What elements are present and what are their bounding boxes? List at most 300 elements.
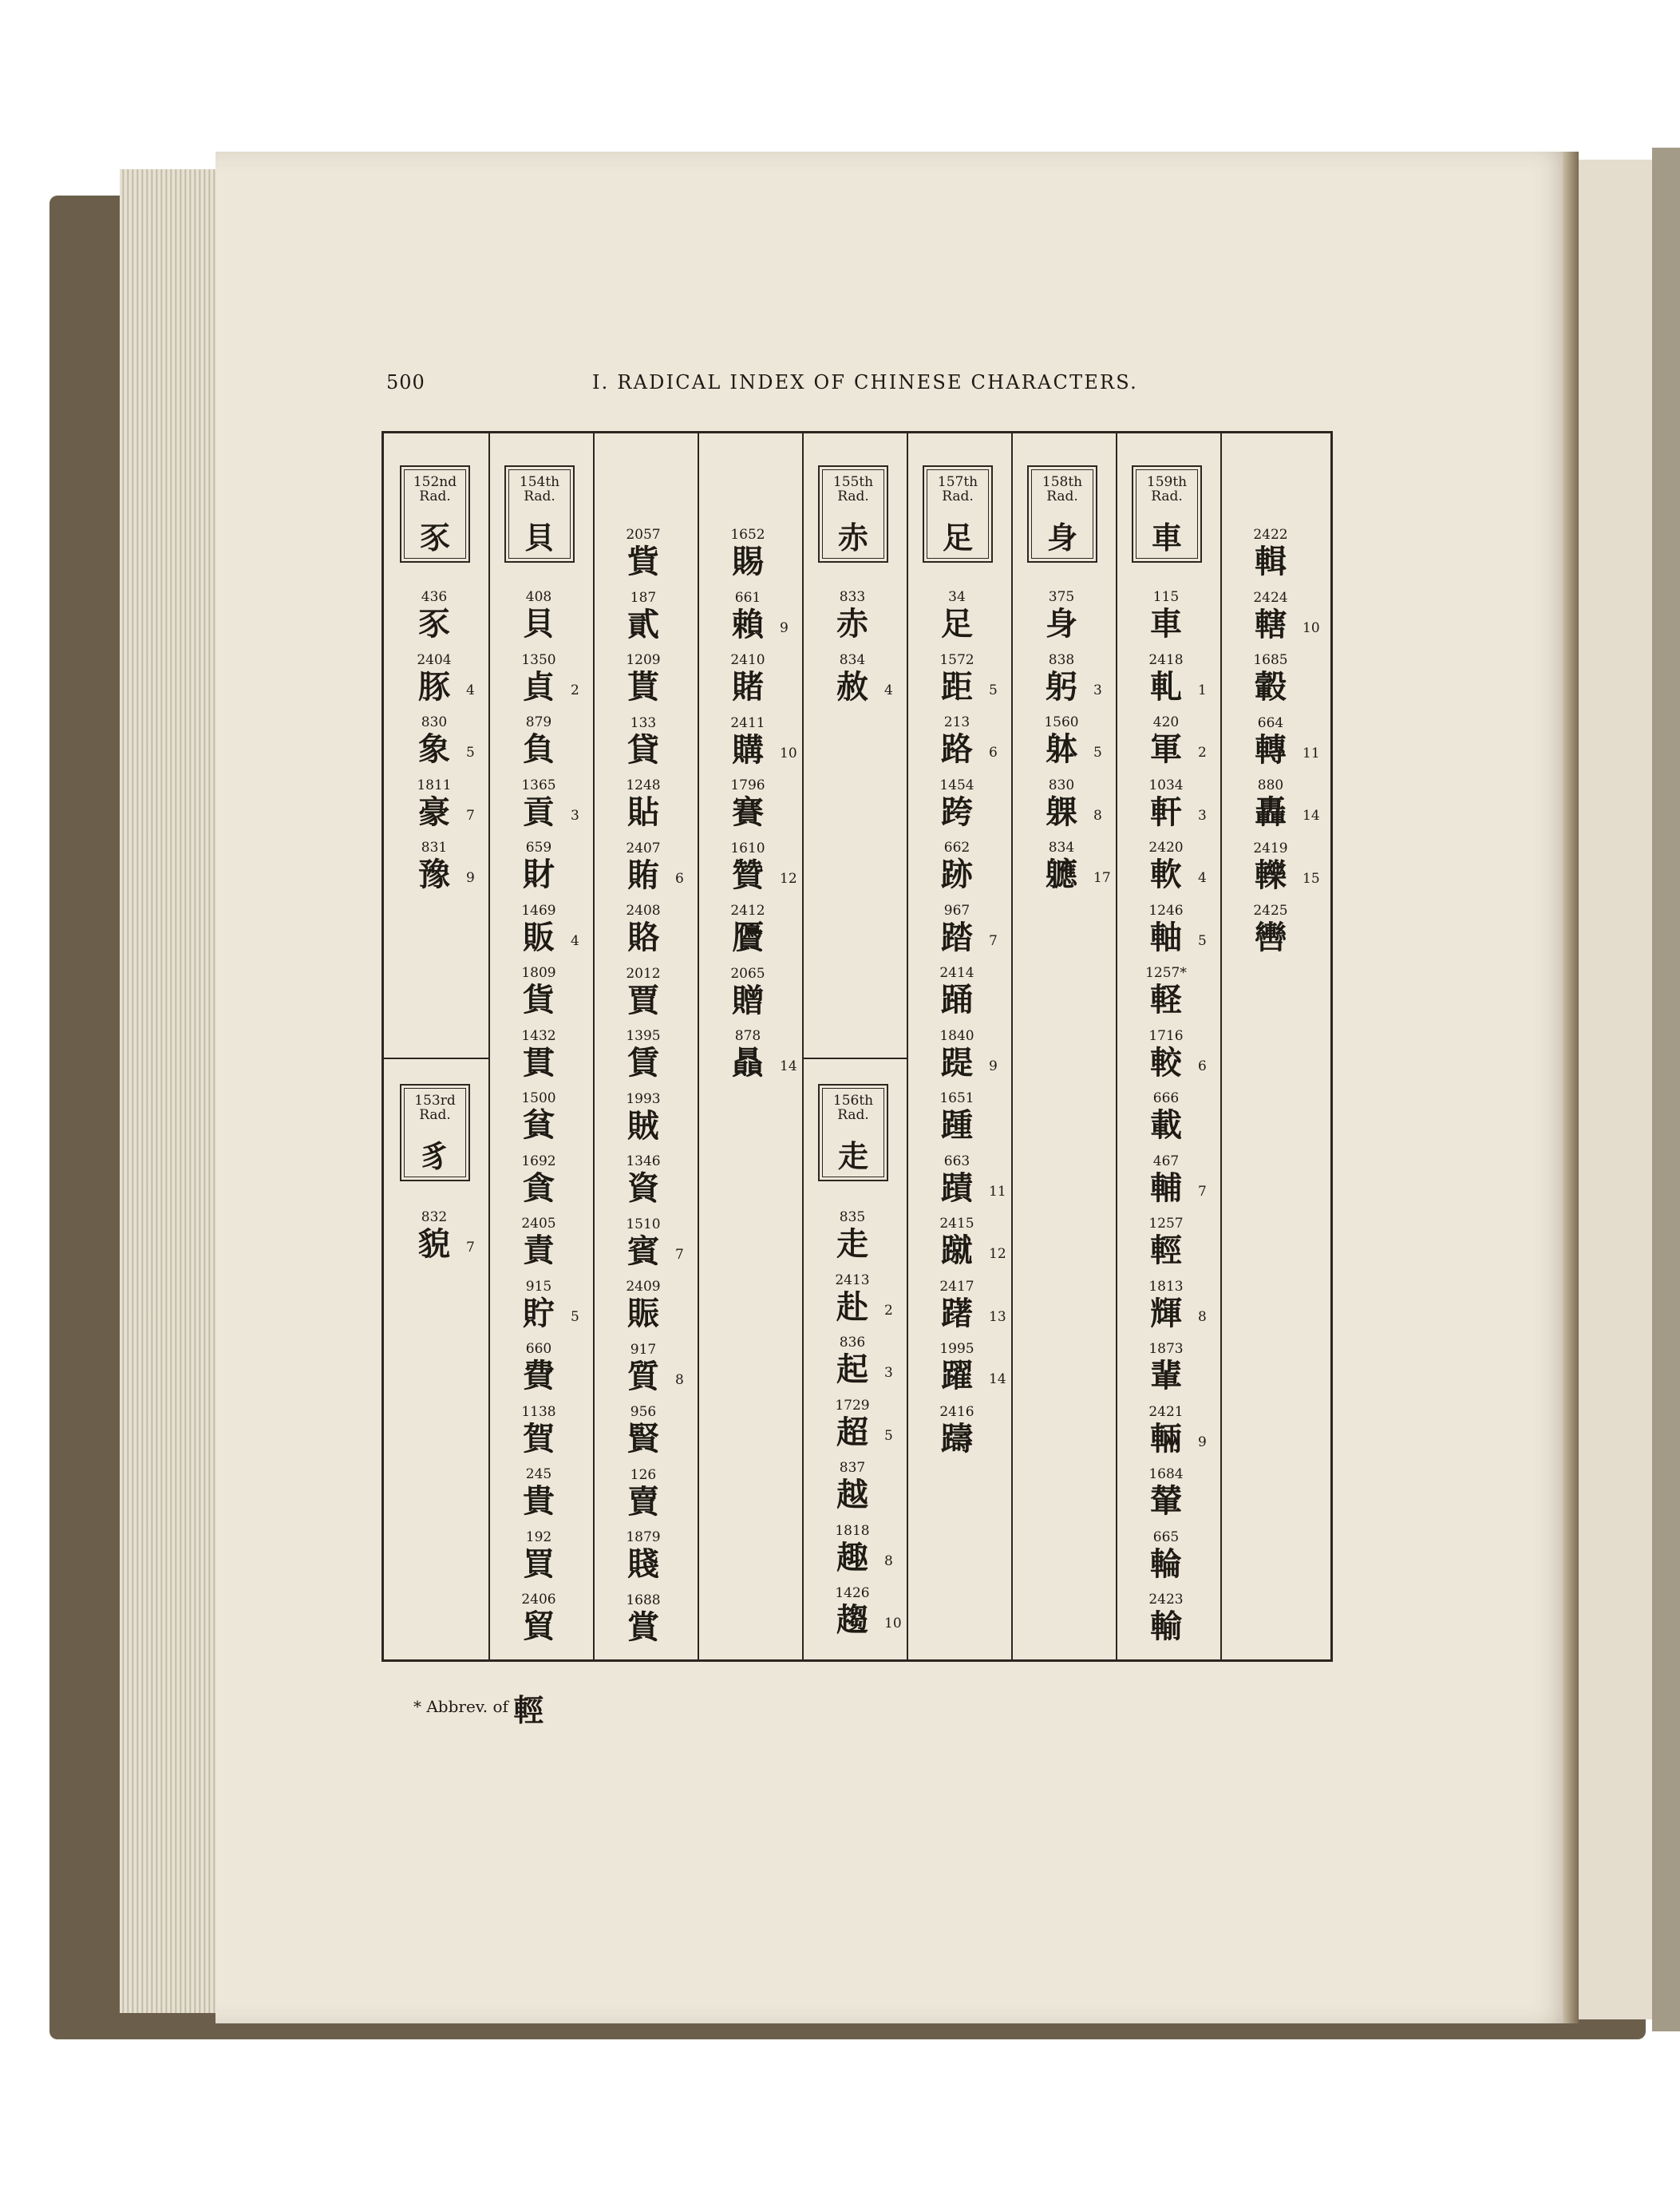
- entry-number: 1840: [939, 1027, 974, 1044]
- index-entry: [607, 1279, 711, 1341]
- index-entry: [607, 1467, 711, 1529]
- entry-character: 跨: [941, 793, 973, 831]
- entry-number: 2415: [939, 1216, 974, 1232]
- entry-number: 1809: [521, 965, 556, 981]
- entry-stroke-count: 7: [466, 1240, 475, 1256]
- radical-ordinal: 158th: [1042, 474, 1083, 490]
- entry-character: 踊: [941, 981, 973, 1018]
- entry-stroke-count: 3: [884, 1365, 893, 1381]
- radical-ordinal: 156th: [832, 1093, 874, 1109]
- radical-character: 豸: [419, 1138, 450, 1174]
- entry-character: 軒: [1150, 793, 1182, 831]
- index-entry: [921, 1090, 1025, 1153]
- index-entry: [921, 777, 1025, 840]
- index-entry: [607, 777, 711, 840]
- radical-ordinal: 152nd: [413, 474, 457, 490]
- entry-character: 賢: [627, 1420, 659, 1457]
- entry-number: 664: [1257, 714, 1284, 731]
- entry-character: 貲: [627, 543, 659, 580]
- entry-number: 836: [839, 1335, 866, 1351]
- entry-character: 賊: [627, 1106, 659, 1145]
- index-entry: [503, 777, 607, 840]
- entry-character: 販: [523, 918, 555, 956]
- entry-character: 贈: [732, 981, 764, 1019]
- index-entry: [503, 1466, 607, 1529]
- entry-number: 1572: [939, 651, 974, 668]
- index-entry: [712, 777, 816, 840]
- index-entry: [607, 1529, 711, 1592]
- entry-number: 2407: [626, 840, 661, 856]
- entry-number: 2409: [626, 1279, 661, 1295]
- entry-character: 躰: [1046, 730, 1077, 768]
- entry-character: 賣: [627, 1482, 659, 1521]
- section-divider: [384, 1058, 488, 1059]
- entry-number: 956: [630, 1404, 657, 1420]
- entry-character: 貳: [627, 605, 659, 643]
- entry-number: 2416: [939, 1403, 974, 1420]
- entry-number: 879: [525, 714, 552, 730]
- index-entry: [1130, 1028, 1234, 1090]
- entry-number: 467: [1152, 1153, 1180, 1169]
- entry-character: 身: [1046, 605, 1077, 643]
- radical-abbrev: Rad.: [1046, 488, 1078, 504]
- entry-number: 831: [421, 840, 448, 856]
- entry-number: 133: [630, 714, 657, 731]
- index-entry: [398, 840, 502, 902]
- entry-number: 1651: [939, 1090, 974, 1106]
- radical-header-154: [504, 465, 575, 563]
- entry-character: 車: [1150, 605, 1182, 643]
- index-entry: [921, 714, 1025, 777]
- radical-label: [820, 475, 887, 504]
- entry-stroke-count: 5: [1093, 745, 1102, 761]
- index-entry: [1130, 903, 1234, 965]
- radical-header-156: [818, 1084, 888, 1181]
- entry-number: 835: [839, 1209, 866, 1225]
- index-entry: [921, 965, 1025, 1027]
- entry-character: 躇: [941, 1294, 973, 1332]
- entry-character: 輛: [1150, 1419, 1182, 1457]
- index-entry: [1130, 1466, 1234, 1529]
- radical-header-155: [818, 465, 888, 563]
- entry-number: 1684: [1148, 1466, 1184, 1482]
- entry-number: 1395: [626, 1028, 661, 1044]
- entry-character: 路: [941, 730, 973, 768]
- entry-number: 1034: [1148, 777, 1184, 793]
- entry-character: 賴: [732, 605, 764, 643]
- footnote: [413, 1686, 544, 1730]
- entry-number: 436: [421, 589, 448, 605]
- radical-label: [506, 475, 573, 504]
- index-entry: [1026, 714, 1129, 777]
- entry-character: 賂: [627, 919, 659, 956]
- entry-character: 貨: [523, 981, 555, 1018]
- entry-character: 輦: [1150, 1482, 1182, 1520]
- entry-character: 賤: [627, 1545, 659, 1583]
- index-entry: [607, 840, 711, 903]
- entry-number: 375: [1048, 589, 1075, 605]
- radical-character: 赤: [837, 520, 868, 556]
- entry-character: 轟: [1255, 793, 1287, 831]
- entry-stroke-count: 3: [1198, 807, 1207, 824]
- entry-number: 1246: [1148, 902, 1184, 919]
- entry-stroke-count: 7: [675, 1246, 684, 1263]
- entry-number: 1729: [835, 1397, 870, 1414]
- index-entry: [1130, 840, 1234, 902]
- entry-character: 蹴: [941, 1232, 973, 1269]
- entry-stroke-count: 9: [1198, 1434, 1207, 1450]
- entry-stroke-count: 9: [466, 870, 475, 886]
- radical-label: [820, 1094, 887, 1122]
- entry-number: 1813: [1148, 1278, 1184, 1295]
- index-entry: [921, 589, 1025, 651]
- entry-character: 軽: [1150, 981, 1182, 1018]
- entry-stroke-count: 5: [989, 682, 998, 698]
- entry-stroke-count: 10: [1302, 619, 1320, 636]
- index-entry: [503, 1529, 607, 1592]
- index-entry: [607, 715, 711, 777]
- index-entry: [607, 1342, 711, 1404]
- index-entry: [712, 590, 816, 652]
- entry-stroke-count: 14: [1302, 808, 1320, 824]
- entry-number: 663: [943, 1153, 970, 1169]
- index-entry: [1235, 527, 1338, 589]
- radical-ordinal: 153rd: [414, 1093, 456, 1109]
- entry-number: 662: [943, 840, 970, 856]
- index-entry: [607, 966, 711, 1028]
- index-entry: [712, 903, 816, 965]
- entry-number: 1248: [626, 777, 661, 793]
- entry-character: 踵: [941, 1106, 973, 1144]
- entry-number: 1510: [626, 1216, 661, 1232]
- entry-character: 輩: [1150, 1357, 1182, 1394]
- entry-stroke-count: 17: [1093, 870, 1111, 886]
- entry-character: 貿: [523, 1608, 555, 1645]
- radical-character: 豕: [419, 520, 450, 556]
- entry-character: 貝: [523, 605, 555, 643]
- entry-character: 贊: [732, 856, 764, 894]
- entry-number: 1365: [521, 777, 556, 793]
- index-entry: [503, 714, 607, 777]
- radical-label: [1029, 475, 1096, 504]
- entry-character: 豫: [418, 856, 450, 893]
- entry-stroke-count: 2: [884, 1302, 893, 1319]
- index-entry: [816, 1585, 920, 1647]
- index-entry: [1026, 652, 1129, 714]
- index-entry: [921, 840, 1025, 902]
- entry-number: 1685: [1253, 652, 1288, 668]
- entry-number: 2411: [730, 714, 765, 731]
- entry-stroke-count: 3: [571, 807, 579, 824]
- index-entry: [398, 1209, 502, 1272]
- entry-character: 貞: [523, 667, 555, 706]
- index-entry: [503, 1341, 607, 1403]
- radical-character: 車: [1151, 520, 1182, 556]
- index-entry: [1130, 777, 1234, 840]
- entry-number: 115: [1152, 589, 1180, 605]
- entry-character: 趨: [836, 1601, 868, 1639]
- facing-page-edge: [1579, 160, 1658, 2019]
- index-entry: [1235, 777, 1338, 840]
- entry-stroke-count: 15: [1302, 870, 1320, 887]
- entry-number: 1560: [1044, 714, 1079, 730]
- entry-character: 貼: [627, 793, 659, 831]
- entry-number: 2408: [626, 903, 661, 919]
- entry-character: 財: [523, 856, 555, 893]
- entry-stroke-count: 10: [884, 1616, 902, 1631]
- entry-number: 832: [421, 1209, 448, 1225]
- entry-number: 1818: [835, 1522, 870, 1539]
- entry-stroke-count: 14: [780, 1058, 797, 1074]
- entry-character: 赤: [836, 605, 868, 643]
- index-entry: [816, 589, 920, 651]
- page-edges: [120, 169, 227, 2013]
- entry-number: 659: [525, 840, 552, 856]
- index-entry: [503, 652, 607, 714]
- entry-number: 2065: [730, 965, 765, 982]
- index-entry: [1026, 777, 1129, 840]
- radical-ordinal: 154th: [519, 474, 560, 490]
- radical-character: 身: [1046, 520, 1077, 556]
- index-entry: [1130, 1153, 1234, 1216]
- entry-character: 超: [836, 1413, 868, 1451]
- entry-character: 貴: [523, 1482, 555, 1520]
- entry-number: 660: [525, 1341, 552, 1357]
- entry-stroke-count: 11: [1302, 745, 1320, 761]
- radical-header-158: [1027, 465, 1097, 563]
- entry-number: 661: [734, 589, 761, 606]
- entry-character: 轡: [1255, 919, 1287, 956]
- radical-label: [924, 475, 991, 504]
- index-entry: [503, 965, 607, 1027]
- entry-number: 878: [734, 1028, 761, 1044]
- index-entry: [1130, 652, 1234, 714]
- entry-character: 踏: [941, 918, 973, 956]
- entry-number: 2406: [521, 1592, 556, 1608]
- index-entry: [607, 1028, 711, 1090]
- entry-number: 1610: [730, 840, 765, 856]
- entry-number: 2414: [939, 965, 974, 981]
- entry-character: 賓: [627, 1232, 659, 1270]
- entry-character: 軸: [1150, 918, 1182, 956]
- index-entry: [1235, 903, 1338, 965]
- index-entry: [503, 840, 607, 902]
- index-entry: [921, 1153, 1025, 1216]
- entry-number: 2417: [939, 1278, 974, 1295]
- entry-character: 距: [941, 667, 973, 706]
- radical-abbrev: Rad.: [524, 488, 555, 504]
- index-entry: [1130, 1090, 1234, 1153]
- entry-character: 輝: [1150, 1294, 1182, 1332]
- entry-character: 貸: [627, 730, 659, 769]
- entry-character: 轢: [1255, 856, 1287, 894]
- entry-stroke-count: 2: [571, 682, 579, 698]
- radical-character: 足: [942, 520, 973, 556]
- entry-number: 967: [943, 902, 970, 919]
- index-entry: [503, 1153, 607, 1216]
- radical-ordinal: 157th: [937, 474, 978, 490]
- entry-stroke-count: 3: [1093, 682, 1102, 698]
- entry-character: 貧: [523, 1106, 555, 1144]
- index-entry: [503, 589, 607, 651]
- entry-character: 贗: [732, 919, 764, 956]
- entry-character: 轂: [1255, 668, 1287, 706]
- entry-number: 2420: [1148, 840, 1184, 856]
- index-entry: [816, 1523, 920, 1585]
- index-entry: [921, 652, 1025, 714]
- entry-number: 2405: [521, 1216, 556, 1232]
- entry-number: 2422: [1253, 527, 1288, 543]
- index-entry: [1130, 589, 1234, 651]
- index-entry: [607, 652, 711, 714]
- index-entry: [607, 1404, 711, 1466]
- radical-header-153: [400, 1084, 470, 1181]
- index-entry: [607, 1216, 711, 1279]
- entry-number: 126: [630, 1466, 657, 1483]
- entry-number: 1454: [939, 777, 974, 793]
- radical-header-159: [1132, 465, 1202, 563]
- index-entry: [398, 777, 502, 840]
- index-entry: [816, 652, 920, 714]
- index-entry: [503, 1216, 607, 1278]
- entry-number: 915: [525, 1278, 552, 1295]
- index-entry: [712, 652, 816, 714]
- entry-character: 負: [523, 730, 555, 768]
- entry-stroke-count: 11: [989, 1183, 1006, 1200]
- entry-number: 1811: [417, 777, 452, 793]
- index-entry: [921, 1404, 1025, 1466]
- index-entry: [503, 1404, 607, 1466]
- entry-number: 1426: [835, 1585, 870, 1601]
- entry-number: 2421: [1148, 1403, 1184, 1420]
- entry-number: 2413: [835, 1272, 870, 1288]
- entry-character: 轄: [1255, 605, 1287, 643]
- index-entry: [503, 1090, 607, 1153]
- entry-number: 192: [525, 1529, 552, 1545]
- entry-character: 輕: [1150, 1232, 1182, 1269]
- running-title: I. RADICAL INDEX OF CHINESE CHARACTERS.: [592, 371, 1138, 394]
- entry-number: 1257: [1148, 1216, 1184, 1232]
- entry-stroke-count: 10: [780, 745, 797, 761]
- entry-character: 跡: [941, 856, 973, 893]
- radical-label: [401, 1094, 468, 1122]
- index-entry: [1026, 589, 1129, 651]
- entry-stroke-count: 4: [1198, 870, 1207, 886]
- entry-number: 1432: [521, 1027, 556, 1044]
- entry-number: 1469: [521, 902, 556, 919]
- entry-character: 躊: [941, 1419, 973, 1457]
- entry-number: 834: [1048, 840, 1075, 856]
- entry-character: 資: [627, 1169, 659, 1207]
- entry-number: 187: [630, 589, 657, 606]
- entry-number: 1692: [521, 1153, 556, 1169]
- entry-stroke-count: 8: [675, 1371, 684, 1388]
- entry-number: 2419: [1253, 840, 1288, 856]
- radical-label: [1133, 475, 1200, 504]
- entry-stroke-count: 12: [989, 1246, 1006, 1262]
- entry-number: 1346: [626, 1153, 661, 1169]
- entry-character: 躬: [1046, 667, 1077, 706]
- entry-character: 軍: [1150, 730, 1182, 768]
- entry-character: 轉: [1255, 730, 1287, 769]
- entry-number: 1350: [521, 651, 556, 668]
- entry-number: 838: [1048, 651, 1075, 668]
- entry-number: 1138: [521, 1403, 556, 1420]
- entry-character: 賽: [732, 793, 764, 831]
- entry-stroke-count: 8: [1093, 807, 1102, 824]
- entry-character: 躍: [941, 1357, 973, 1394]
- entry-character: 足: [941, 605, 973, 643]
- entry-character: 賜: [732, 543, 764, 580]
- index-entry: [503, 1028, 607, 1090]
- index-entry: [1235, 840, 1338, 903]
- radical-abbrev: Rad.: [419, 488, 451, 504]
- index-entry: [1130, 965, 1234, 1027]
- entry-stroke-count: 5: [1198, 932, 1207, 949]
- index-entry: [1130, 1529, 1234, 1592]
- index-entry: [607, 590, 711, 652]
- entry-number: 833: [839, 589, 866, 605]
- entry-number: 2418: [1148, 651, 1184, 668]
- entry-character: 購: [732, 730, 764, 769]
- index-entry: [1130, 1279, 1234, 1341]
- radical-header-152: [400, 465, 470, 563]
- entry-number: 917: [630, 1341, 657, 1358]
- entry-number: 2404: [417, 651, 452, 668]
- page-number: 500: [386, 371, 425, 394]
- entry-number: 830: [421, 714, 448, 730]
- entry-character: 趣: [836, 1538, 868, 1576]
- index-entry: [712, 966, 816, 1028]
- entry-number: 1995: [939, 1341, 974, 1357]
- entry-character: 走: [836, 1225, 868, 1263]
- radical-label: [401, 475, 468, 504]
- entry-character: 豕: [418, 605, 450, 643]
- entry-number: 1879: [626, 1529, 661, 1545]
- entry-character: 豪: [418, 793, 450, 831]
- entry-stroke-count: 5: [884, 1427, 893, 1444]
- entry-number: 2424: [1253, 589, 1288, 606]
- index-entry: [712, 1028, 816, 1090]
- radical-abbrev: Rad.: [837, 488, 869, 504]
- entry-stroke-count: 6: [675, 870, 684, 887]
- entry-character: 躶: [1046, 793, 1077, 831]
- entry-number: 1993: [626, 1090, 661, 1107]
- index-entry: [712, 527, 816, 589]
- entry-character: 贔: [732, 1044, 764, 1082]
- entry-stroke-count: 6: [989, 745, 998, 761]
- entry-number: 834: [839, 651, 866, 668]
- entry-character: 輸: [1150, 1608, 1182, 1645]
- entry-stroke-count: 2: [1198, 745, 1207, 761]
- entry-number: 837: [839, 1460, 866, 1476]
- index-entry: [607, 903, 711, 965]
- index-entry: [712, 840, 816, 903]
- entry-character: 赴: [836, 1287, 868, 1326]
- entry-character: 賑: [627, 1295, 659, 1332]
- radical-abbrev: Rad.: [837, 1107, 869, 1123]
- entry-number: 213: [943, 714, 970, 730]
- entry-number: 665: [1152, 1529, 1180, 1545]
- entry-number: 2410: [730, 652, 765, 668]
- index-entry: [712, 715, 816, 777]
- index-entry: [1130, 714, 1234, 777]
- index-entry: [503, 903, 607, 965]
- entry-stroke-count: 14: [989, 1371, 1006, 1387]
- entry-number: 2423: [1148, 1592, 1184, 1608]
- entry-character: 軟: [1150, 856, 1182, 893]
- entry-number: 1873: [1148, 1341, 1184, 1357]
